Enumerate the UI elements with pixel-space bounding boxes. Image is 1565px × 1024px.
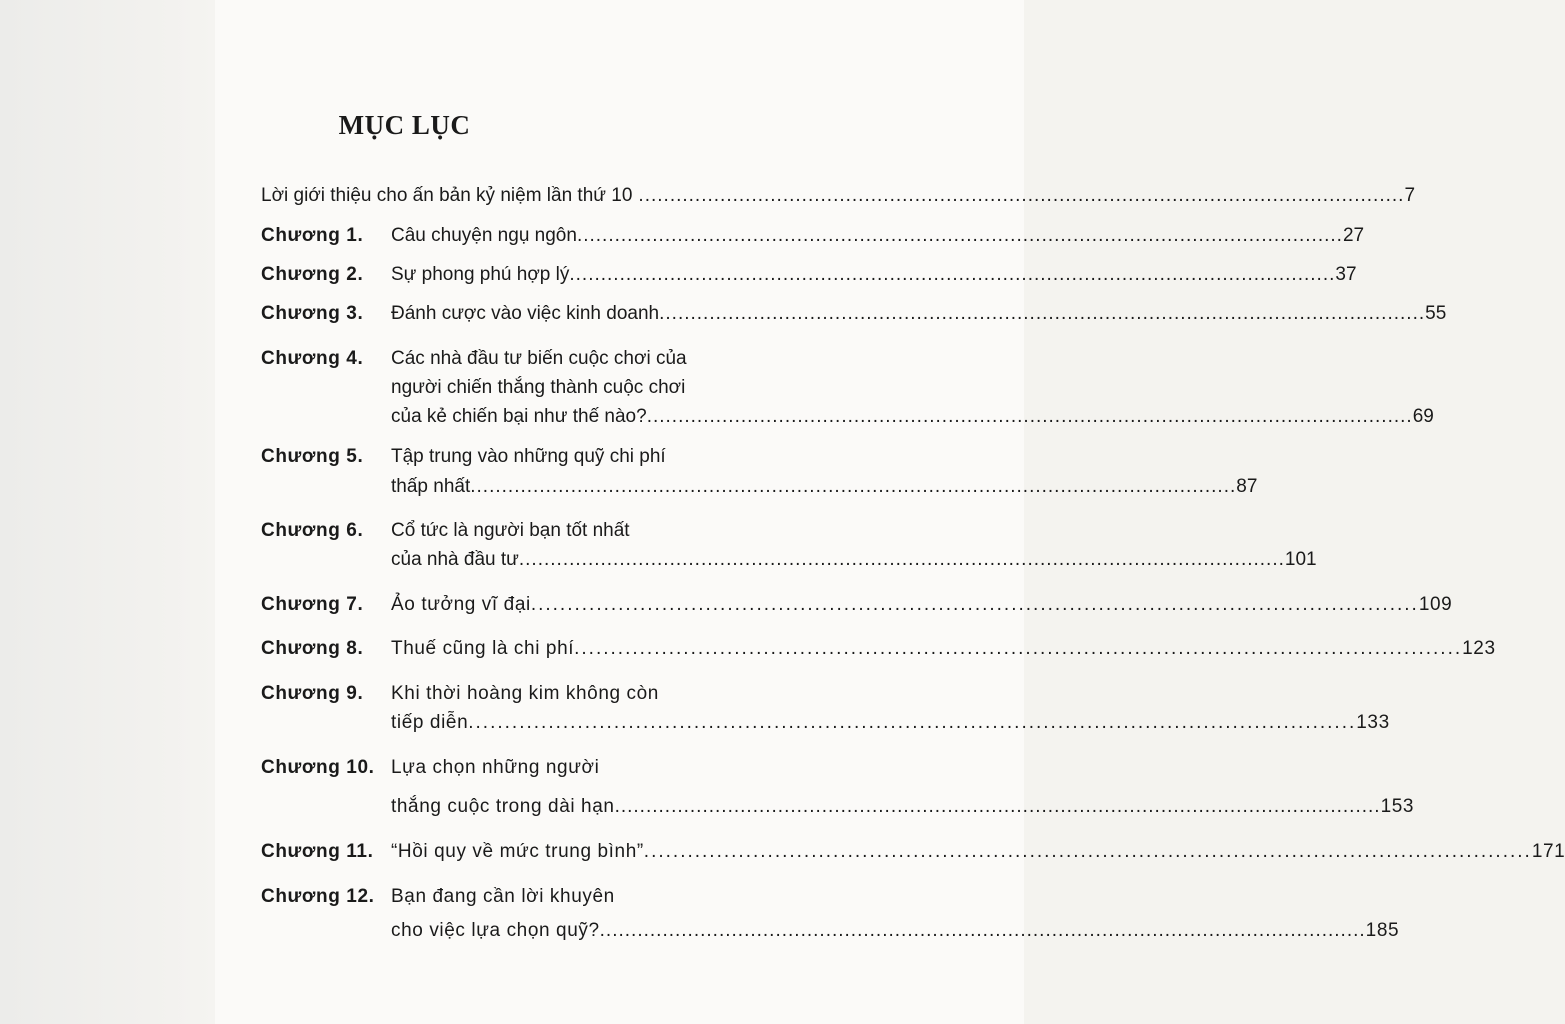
chapter-page-number: 123 (1462, 638, 1496, 659)
book-page (215, 0, 1024, 1024)
chapter-title-line: Cổ tức là người bạn tốt nhất (391, 520, 630, 541)
dot-leader: .......................................................................................................................... (470, 476, 1237, 497)
chapter-entry-line (391, 638, 1496, 660)
chapter-label: Chương 12. (261, 886, 375, 907)
chapter-entry-line (391, 712, 1390, 734)
chapter-entry-line (391, 549, 1317, 571)
chapter-title-line: thấp nhất (391, 476, 471, 497)
chapter-page-number: 185 (1365, 920, 1400, 941)
chapter-title-line: Các nhà đầu tư biến cuộc chơi của (391, 348, 687, 369)
chapter-page-number: 87 (1236, 476, 1258, 497)
chapter-page-number: 133 (1356, 712, 1390, 733)
dot-leader: .......................................................................................................................... (599, 920, 1366, 941)
chapter-page-number: 37 (1335, 264, 1357, 285)
dot-leader: .......................................................................................................................... (468, 712, 1357, 733)
chapter-label: Chương 9. (261, 683, 364, 704)
dot-leader: .......................................................................................................................... (643, 841, 1532, 862)
chapter-title-line: người chiến thắng thành cuộc chơi (391, 377, 686, 398)
toc-intro-text: Lời giới thiệu cho ấn bản kỷ niệm lần thứ 10 (261, 185, 633, 206)
chapter-entry-line (391, 796, 1415, 818)
chapter-title-line: Sự phong phú hợp lý (391, 264, 570, 285)
chapter-title-line: thắng cuộc trong dài hạn (391, 796, 615, 817)
chapter-entry-line (391, 920, 1400, 942)
chapter-title-line: tiếp diễn (391, 712, 469, 733)
dot-leader: .......................................................................................................................... (530, 594, 1419, 615)
chapter-label: Chương 5. (261, 446, 364, 467)
chapter-entry-line (391, 476, 1258, 498)
chapter-label: Chương 4. (261, 348, 364, 369)
chapter-label: Chương 11. (261, 841, 374, 862)
chapter-label: Chương 8. (261, 638, 364, 659)
chapter-page-number: 109 (1418, 594, 1453, 615)
chapter-entry-line (391, 841, 1565, 863)
chapter-title-line: Đánh cược vào việc kinh doanh (391, 303, 660, 324)
chapter-page-number: 101 (1284, 549, 1317, 570)
chapter-page-number: 55 (1425, 303, 1447, 324)
chapter-label: Chương 2. (261, 264, 364, 285)
dot-leader: .......................................................................................................................... (518, 549, 1285, 570)
chapter-entry-line (391, 303, 1447, 325)
chapter-title-line: của kẻ chiến bại như thế nào? (391, 406, 647, 427)
chapter-title-line: Lựa chọn những người (391, 757, 600, 778)
chapter-entry-line (391, 264, 1357, 286)
dot-leader: .......................................................................................................................... (569, 264, 1336, 285)
chapter-title-line: Bạn đang cần lời khuyên (391, 886, 615, 907)
dot-leader: .......................................................................................................................... (659, 303, 1426, 324)
chapter-page-number: 27 (1342, 225, 1365, 246)
dot-leader: .......................................................................................................................... (638, 185, 1405, 206)
chapter-label: Chương 3. (261, 303, 364, 324)
dot-leader: .......................................................................................................................... (646, 406, 1413, 427)
chapter-title-line: cho việc lựa chọn quỹ? (391, 920, 600, 941)
chapter-title-line: Ảo tưởng vĩ đại (391, 594, 531, 615)
chapter-page-number: 69 (1412, 406, 1434, 427)
chapter-title-line: Tập trung vào những quỹ chi phí (391, 446, 666, 467)
chapter-label: Chương 6. (261, 520, 364, 541)
chapter-page-number: 153 (1380, 796, 1415, 817)
chapter-label: Chương 10. (261, 757, 375, 778)
dot-leader: .......................................................................................................................... (614, 796, 1381, 817)
chapter-label: Chương 1. (261, 225, 364, 246)
chapter-title-line: “Hồi quy về mức trung bình” (391, 841, 644, 862)
chapter-title-line: Khi thời hoàng kim không còn (391, 683, 659, 704)
dot-leader: .......................................................................................................................... (574, 638, 1463, 659)
chapter-title-line: Thuế cũng là chi phí (391, 638, 575, 659)
dot-leader: .......................................................................................................................... (576, 225, 1343, 246)
chapter-page-number: 171 (1531, 841, 1565, 862)
toc-intro-page: 7 (1404, 185, 1416, 206)
chapter-title-line: Câu chuyện ngụ ngôn (391, 225, 577, 246)
chapter-entry-line (391, 594, 1453, 616)
left-page-edge (0, 0, 215, 1024)
chapter-title-line: của nhà đầu tư (391, 549, 519, 570)
chapter-entry-line (391, 406, 1434, 428)
chapter-entry-line (391, 225, 1365, 247)
page-title: MỤC LỤC (338, 110, 471, 140)
chapter-label: Chương 7. (261, 594, 364, 615)
toc-intro-entry (261, 185, 1416, 207)
